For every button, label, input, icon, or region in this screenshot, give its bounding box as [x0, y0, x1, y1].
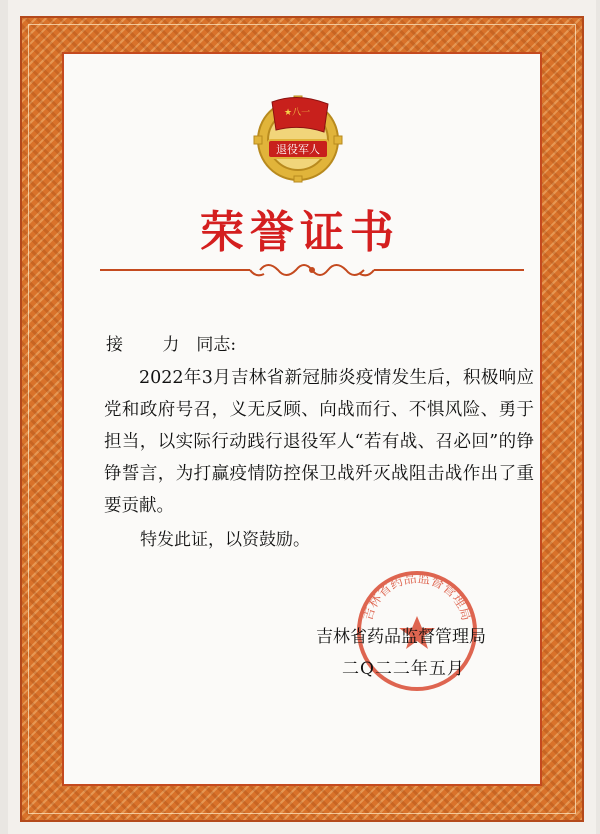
issue-date: 二Q二二年五月: [342, 659, 465, 679]
certificate-title: 荣誉证书: [200, 207, 400, 258]
seal-ring-textpath: 吉林省药品监督管理局: [360, 571, 474, 623]
recipient-salutation: [106, 330, 236, 355]
closing-line: 特发此证，以资鼓励。: [140, 530, 310, 550]
ornamental-divider: [100, 256, 524, 286]
issuer-name: 吉林省药品监督管理局: [316, 627, 486, 647]
certificate-body: 2022年3月吉林省新冠肺炎疫情发生后，积极响应党和政府号召，义无反顾、向战而行、不惧风险、勇于担当，以实际行动践行退役军人“若有战、召必回”的铮铮誓言，为打赢疫情防控保卫战歼灭战阻击战作出了重要贡献。: [104, 368, 534, 516]
recipient-name: 接 力: [106, 335, 197, 355]
recipient-suffix: 同志:: [196, 335, 237, 355]
emblem-ribbon-text: 退役军人: [276, 143, 320, 156]
emblem-flag-text: ★八一: [284, 108, 311, 118]
veterans-emblem-icon: [250, 88, 346, 184]
seal-ring-text: [360, 570, 474, 622]
